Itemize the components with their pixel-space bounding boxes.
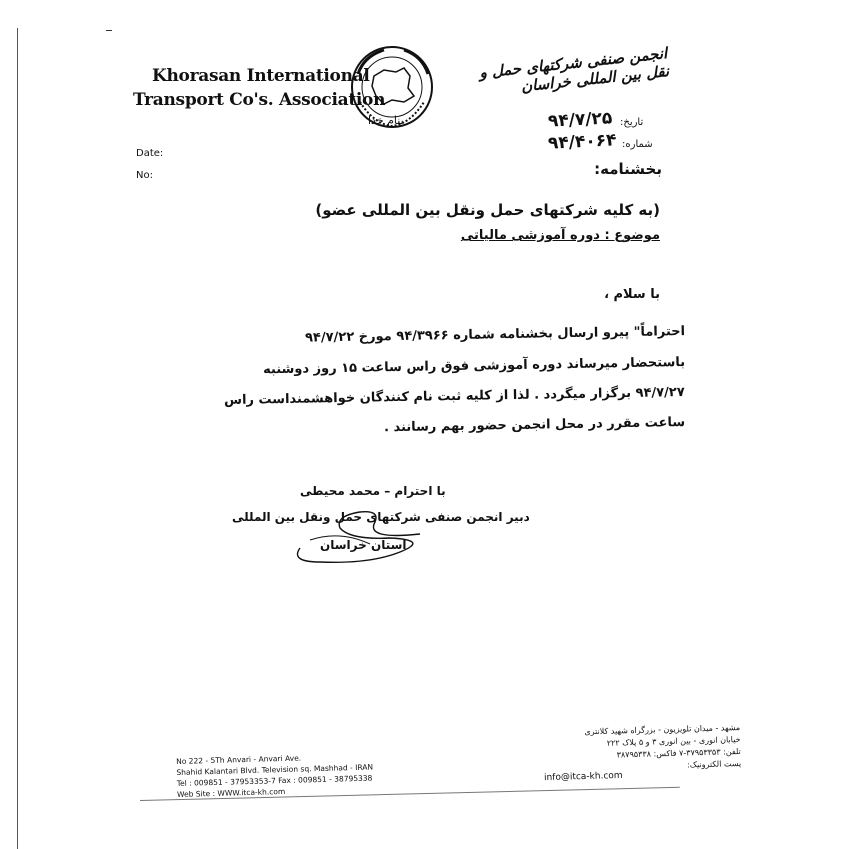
date-label-en: Date:	[136, 148, 164, 159]
footer-fa-line: خیابان انوری - بین انوری ۳ و ۵ پلاک ۲۲۲	[606, 734, 741, 748]
number-label-en: No:	[136, 170, 153, 181]
subject: موضوع : دوره آموزشی مالیاتی	[460, 228, 660, 243]
basmala: بنام خدا	[368, 114, 404, 127]
org-name-en-line2: Transport Co's. Association	[133, 90, 386, 110]
scan-mark	[106, 30, 112, 31]
date-label-fa: تاریخ:	[620, 117, 644, 128]
footer-en-line: No 222 - 5Th Anvari - Anvari Ave.	[176, 753, 302, 766]
footer-en-line: Web Site : WWW.itca-kh.com	[176, 786, 286, 799]
greeting: با سلام ،	[604, 287, 660, 302]
addressee: (به کلیه شرکتهای حمل ونقل بین المللی عضو)	[315, 201, 660, 219]
org-name-fa: انجمن صنفی شرکتهای حمل و نقل بین المللی خراسان	[478, 44, 670, 96]
body-line-2: باستحضار میرساند دوره آموزشی فوق راس ساعت ۱۵ روز دوشنبه	[262, 355, 686, 378]
body-line-3: ۹۴/۷/۲۷ برگزار میگردد . لذا از کلیه ثبت نام کنندگان خواهشمنداست راس	[224, 385, 686, 409]
signature	[280, 500, 450, 570]
footer-address-fa	[540, 722, 741, 776]
signatory-title: دبیر انجمن صنفی شرکتهای حمل ونقل بین المللی	[232, 510, 530, 524]
body-line-4: ساعت مقرر در محل انجمن حضور بهم رسانند .	[383, 415, 686, 436]
footer-en-line: Tel : 009851 - 37953353-7 Fax : 009851 - 38795338	[176, 773, 373, 788]
scan-border	[17, 28, 18, 849]
footer-fa-line: مشهد - میدان تلویزیون - بزرگراه شهید کلانتری	[584, 722, 741, 737]
date-value: ۹۴/۷/۲۵	[547, 108, 613, 132]
closing: با احترام – محمد محیطی	[300, 484, 446, 498]
footer-email: info@itca-kh.com	[543, 770, 623, 784]
letter-type: بخشنامه:	[594, 160, 662, 178]
number-value: ۹۴/۴۰۶۴	[547, 130, 617, 154]
footer-fa-line: تلفن: ۳۷۹۵۳۳۵۳-۷ فاکس: ۳۸۷۹۵۳۳۸	[616, 746, 741, 760]
org-name-en-line1: Khorasan International	[152, 66, 370, 86]
footer-address-en	[176, 750, 407, 800]
body-line-1: احتراماً" پیرو ارسال بخشنامه شماره ۹۴/۳۹۶۶ مورخ ۹۴/۷/۲۲	[304, 324, 686, 346]
signatory-title-2: استان خراسان	[320, 538, 407, 552]
footer-en-line: Shahid Kalantari Blvd. Television sq. Mashhad - IRAN	[176, 762, 374, 777]
footer-fa-line: پست الکترونیک:	[687, 758, 742, 770]
number-label-fa: شماره:	[622, 139, 653, 150]
